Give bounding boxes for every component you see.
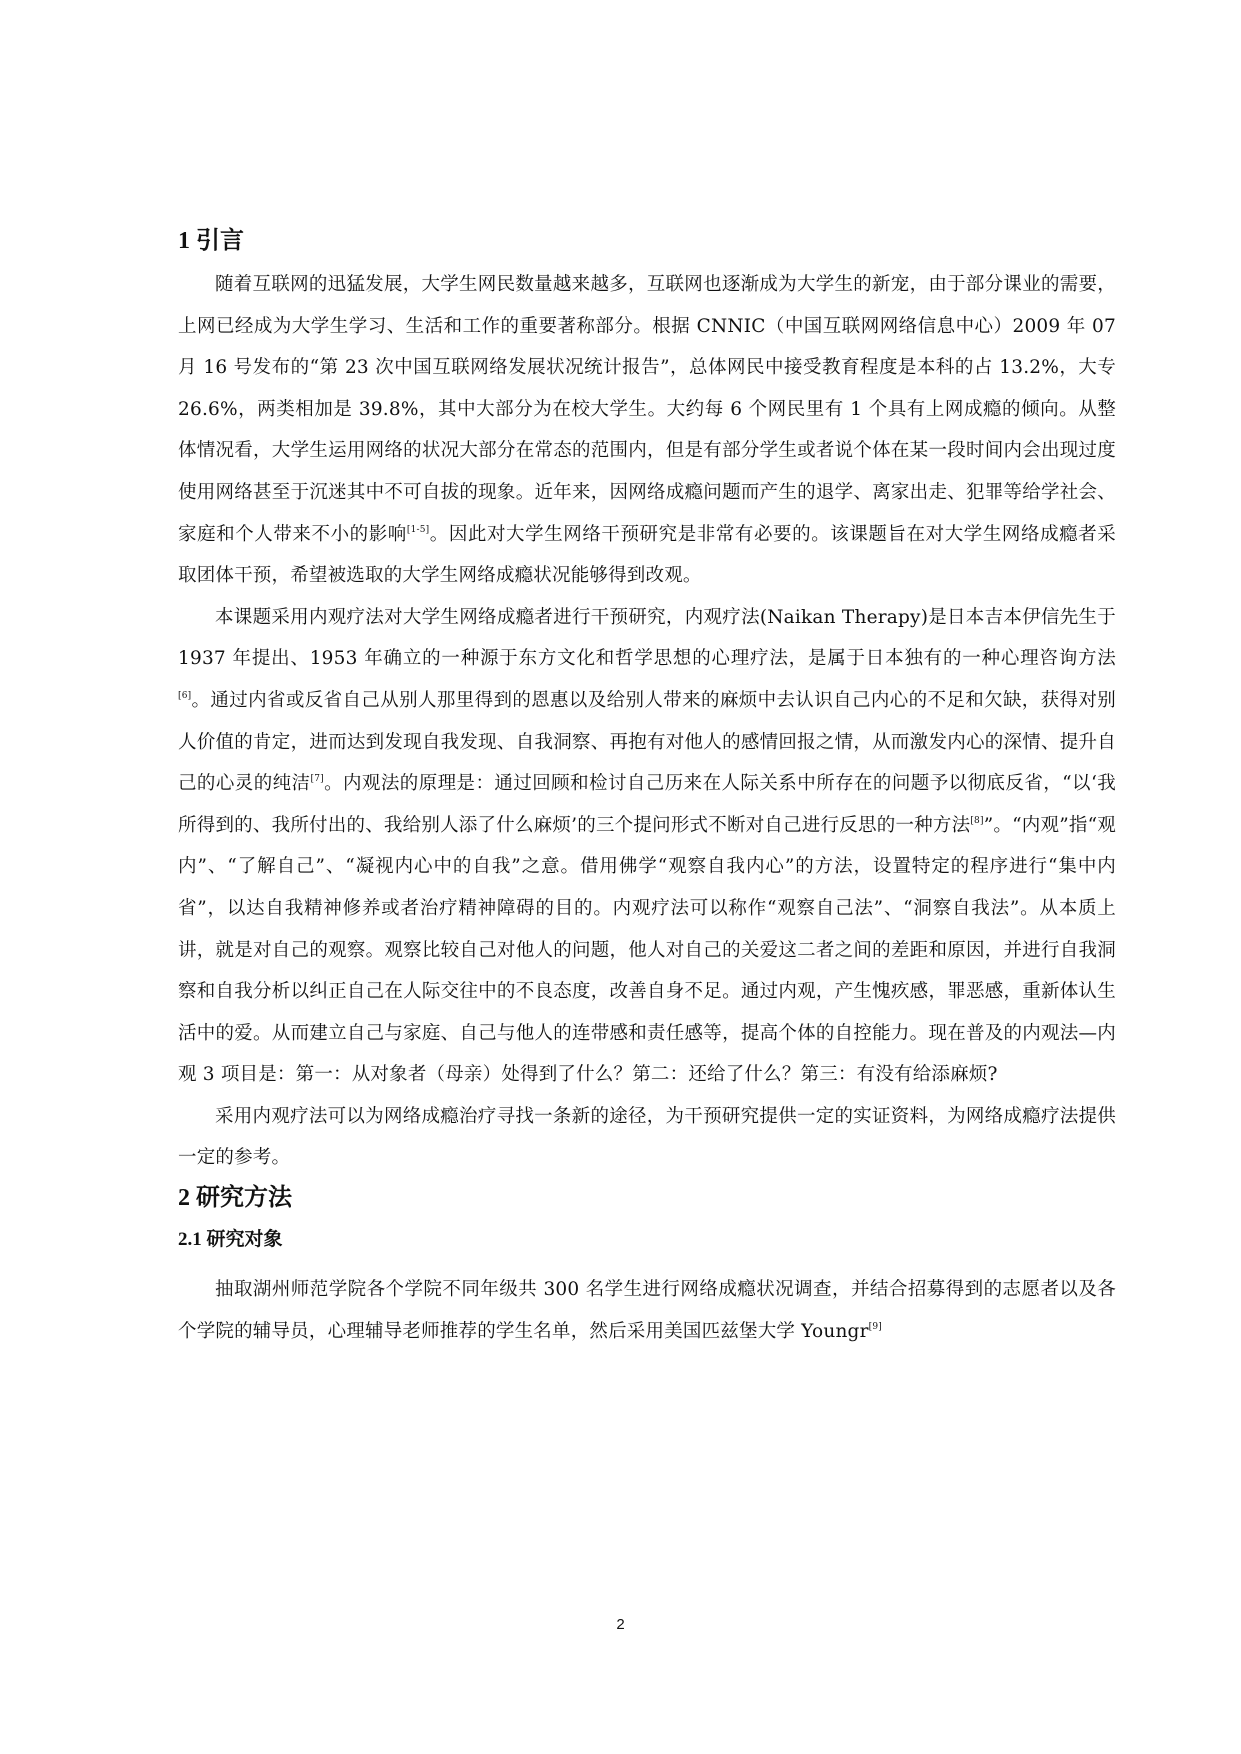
page-number: 2 [616,1616,625,1633]
citation-ref: [8] [970,815,984,826]
section-heading-introduction: 1 引言 [178,228,244,254]
paragraph-text: 。通过内省或反省自己从别人那里得到的恩惠以及给别人带来的麻烦中去认识自己内心的不足和欠缺，获得对别人价值的肯定，进而达到发现自我发现、自我洞察、再抱有对他人的感情回报之情，从而激发内心的深情、提升自己的心灵的纯洁 [178,689,1116,795]
paragraph-text: 随着互联网的迅猛发展，大学生网民数量越来越多，互联网也逐渐成为大学生的新宠，由于部分课业的需要，上网已经成为大学生学习、生活和工作的重要著称部分。根据 CNNIC（中国互联网网络信息中心）2009 年 07 月 16 号发布的“第 23 次中国互联网络发展状况统计报告”，总体网民中接受教育程度是本科的占 13.2%，大专 26.6%，两类相加是 39.8%，其中大部分为在校大学生。大约每 6 个网民里有 1 个具有上网成瘾的倾向。从整体情况看，大学生运用网络的状况大部分在常态的范围内，但是有部分学生或者说个体在某一段时间内会出现过度使用网络甚至于沉迷其中不可自拔的现象。近年来，因网络成瘾问题而产生的退学、离家出走、犯罪等给学社会、家庭和个人带来不小的影响 [178,274,1116,545]
paragraph-intro-2 [178,597,1116,1096]
paragraph-intro-1 [178,264,1116,597]
paragraph-intro-3: 采用内观疗法可以为网络成瘾治疗寻找一条新的途径，为干预研究提供一定的实证资料，为网络成瘾疗法提供一定的参考。 [178,1105,1116,1169]
citation-ref: [1-5] [406,524,430,535]
paragraph-subjects-1 [178,1269,1116,1352]
citation-ref: [7] [310,774,324,785]
subsection-heading-subjects: 2.1 研究对象 [178,1229,283,1251]
paragraph-text: 。内观法的原理是：通过回顾和检讨自己历来在人际关系中所存在的问题予以彻底反省，“以‘我所得到的、我所付出的、我给别人添了什么麻烦’的三个提问形式不断对自己进行反思的一种方法 [178,773,1116,836]
section-heading-methods: 2 研究方法 [178,1185,292,1212]
citation-ref: [6] [178,690,192,701]
citation-ref: [9] [868,1321,883,1332]
paragraph-text: 抽取湖州师范学院各个学院不同年级共 300 名学生进行网络成瘾状况调查，并结合招募得到的志愿者以及各个学院的辅导员，心理辅导老师推荐的学生名单，然后采用美国匹兹堡大学 Youngr [178,1279,1116,1342]
paragraph-text: 本课题采用内观疗法对大学生网络成瘾者进行干预研究，内观疗法(Naikan Therapy)是日本吉本伊信先生于 1937 年提出、1953 年确立的一种源于东方文化和哲学思想的心理疗法，是属于日本独有的一种心理咨询方法 [178,606,1116,670]
page-body [178,222,1116,1352]
paragraph-text: ”。“内观”指“观内”、“了解自己”、“凝视内心中的自我”之意。借用佛学“观察自我内心”的方法，设置特定的程序进行“集中内省”，以达自我精神修养或者治疗精神障碍的目的。内观疗法可以称作“观察自己法”、“洞察自我法”。从本质上讲，就是对自己的观察。观察比较自己对他人的问题，他人对自己的关爱这二者之间的差距和原因，并进行自我洞察和自我分析以纠正自己在人际交往中的不良态度，改善自身不足。通过内观，产生愧疚感，罪恶感，重新体认生活中的爱。从而建立自己与家庭、自己与他人的连带感和责任感等，提高个体的自控能力。现在普及的内观法—内观 3 项目是：第一：从对象者（母亲）处得到了什么？第二：还给了什么？第三：有没有给添麻烦? [178,814,1116,1086]
paragraph-text: 。因此对大学生网络干预研究是非常有必要的。该课题旨在对大学生网络成瘾者采取团体干预，希望被选取的大学生网络成瘾状况能够得到改观。 [178,523,1116,587]
